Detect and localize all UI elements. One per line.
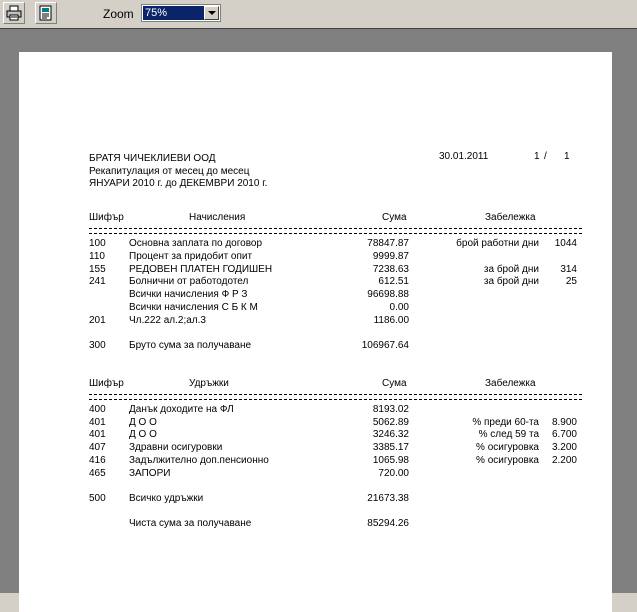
row-code: 100 <box>89 238 106 249</box>
row-code: 400 <box>89 404 106 415</box>
row-name: РЕДОВЕН ПЛАТЕН ГОДИШЕН <box>129 263 273 275</box>
report-page <box>19 52 612 612</box>
row-code: 407 <box>89 442 106 454</box>
chevron-down-icon[interactable] <box>204 6 219 20</box>
row-note-value: 25 <box>565 276 577 288</box>
row-name: Всички начисления С Б К М <box>129 302 258 313</box>
gross-code: 300 <box>89 340 106 351</box>
row-name: Д О О <box>129 416 157 428</box>
row-name: Д О О <box>129 429 157 441</box>
report-viewport[interactable] <box>0 28 637 593</box>
col-code-header: Шифър <box>89 378 124 389</box>
row-amount: 78847.87 <box>367 238 409 249</box>
row-amount: 1186.00 <box>373 314 409 326</box>
row-amount: 8193.02 <box>372 404 409 415</box>
row-code: 110 <box>89 250 105 262</box>
row-note-label: за брой дни <box>483 263 539 275</box>
row-name: ЗАПОРИ <box>129 467 171 479</box>
row-amount: 9999.87 <box>372 250 409 262</box>
row-amount: 0.00 <box>389 302 409 313</box>
row-name: Данък доходите на ФЛ <box>129 404 234 415</box>
row-note-label: % преди 60-та <box>472 416 539 428</box>
col-amount-header: Сума <box>382 212 407 223</box>
row-note-value: 2.200 <box>551 454 577 466</box>
page-number: 1 <box>534 151 540 162</box>
page-separator: / <box>544 151 547 162</box>
col-note-header: Забележка <box>485 212 536 223</box>
col-amount-header: Сума <box>382 378 407 389</box>
company-name: БРАТЯ ЧИЧЕКЛИЕВИ ООД <box>89 153 216 164</box>
export-button[interactable] <box>35 2 57 24</box>
page-total: 1 <box>564 151 570 162</box>
row-note-value: 1044 <box>554 238 577 249</box>
zoom-value: 75% <box>143 6 204 20</box>
row-amount: 3385.17 <box>372 442 409 454</box>
row-note-label: % след 59 та <box>478 429 539 441</box>
row-note-value: 8.900 <box>551 416 577 428</box>
zoom-select[interactable] <box>141 4 221 22</box>
row-code: 401 <box>89 429 106 441</box>
row-note-value: 6.700 <box>551 429 577 441</box>
row-amount: 7238.63 <box>372 263 409 275</box>
row-note-value: 314 <box>560 263 577 275</box>
row-amount: 5062.89 <box>372 416 409 428</box>
col-note-header: Забележка <box>485 378 536 389</box>
row-amount: 3246.32 <box>372 429 409 441</box>
net-amount: 85294.26 <box>367 518 409 529</box>
row-note-value: 3.200 <box>551 442 577 454</box>
row-code: 201 <box>89 314 106 326</box>
divider <box>89 399 582 400</box>
row-code: 155 <box>89 263 106 275</box>
total-deductions-label: Всичко удръжки <box>129 493 204 504</box>
row-code: 416 <box>89 454 106 466</box>
row-code: 465 <box>89 467 106 479</box>
row-code: 241 <box>89 276 106 288</box>
row-code: 401 <box>89 416 106 428</box>
row-amount: 1065.98 <box>372 454 409 466</box>
row-note-label: % осигуровка <box>476 442 539 454</box>
col-accruals-header: Начисления <box>189 212 246 223</box>
report-title: Рекапитулация от месец до месец <box>89 166 250 177</box>
col-code-header: Шифър <box>89 212 124 223</box>
row-amount: 720.00 <box>378 467 409 479</box>
gross-amount: 106967.64 <box>361 340 409 351</box>
row-amount: 96698.88 <box>367 289 409 301</box>
col-deductions-header: Удръжки <box>189 378 229 389</box>
report-period: ЯНУАРИ 2010 г. до ДЕКЕМВРИ 2010 г. <box>89 178 268 189</box>
gross-label: Бруто сума за получаване <box>129 340 252 351</box>
zoom-label: Zoom <box>103 7 134 21</box>
divider <box>89 228 582 229</box>
total-deductions-amount: 21673.38 <box>367 493 409 504</box>
printer-icon <box>6 5 22 21</box>
row-name: Процент за придобит опит <box>129 250 253 262</box>
divider <box>89 233 582 234</box>
row-name: Чл.222 ал.2;ал.3 <box>129 314 206 326</box>
row-name: Задължително доп.пенсионно <box>129 454 269 466</box>
toolbar <box>0 0 637 26</box>
net-label: Чиста сума за получаване <box>129 518 252 529</box>
row-note-label: за брой дни <box>483 276 539 288</box>
total-deductions-code: 500 <box>89 493 106 504</box>
export-document-icon <box>38 5 54 21</box>
row-amount: 612.51 <box>378 276 409 288</box>
divider <box>89 394 582 395</box>
row-note-label: % осигуровка <box>476 454 539 466</box>
print-button[interactable] <box>3 2 25 24</box>
row-name: Здравни осигуровки <box>129 442 223 454</box>
row-note-label: брой работни дни <box>456 238 539 249</box>
row-name: Всички начисления Ф Р З <box>129 289 248 301</box>
report-date: 30.01.2011 <box>439 151 489 162</box>
row-name: Болнични от работодотел <box>129 276 249 288</box>
row-name: Основна заплата по договор <box>129 238 263 249</box>
